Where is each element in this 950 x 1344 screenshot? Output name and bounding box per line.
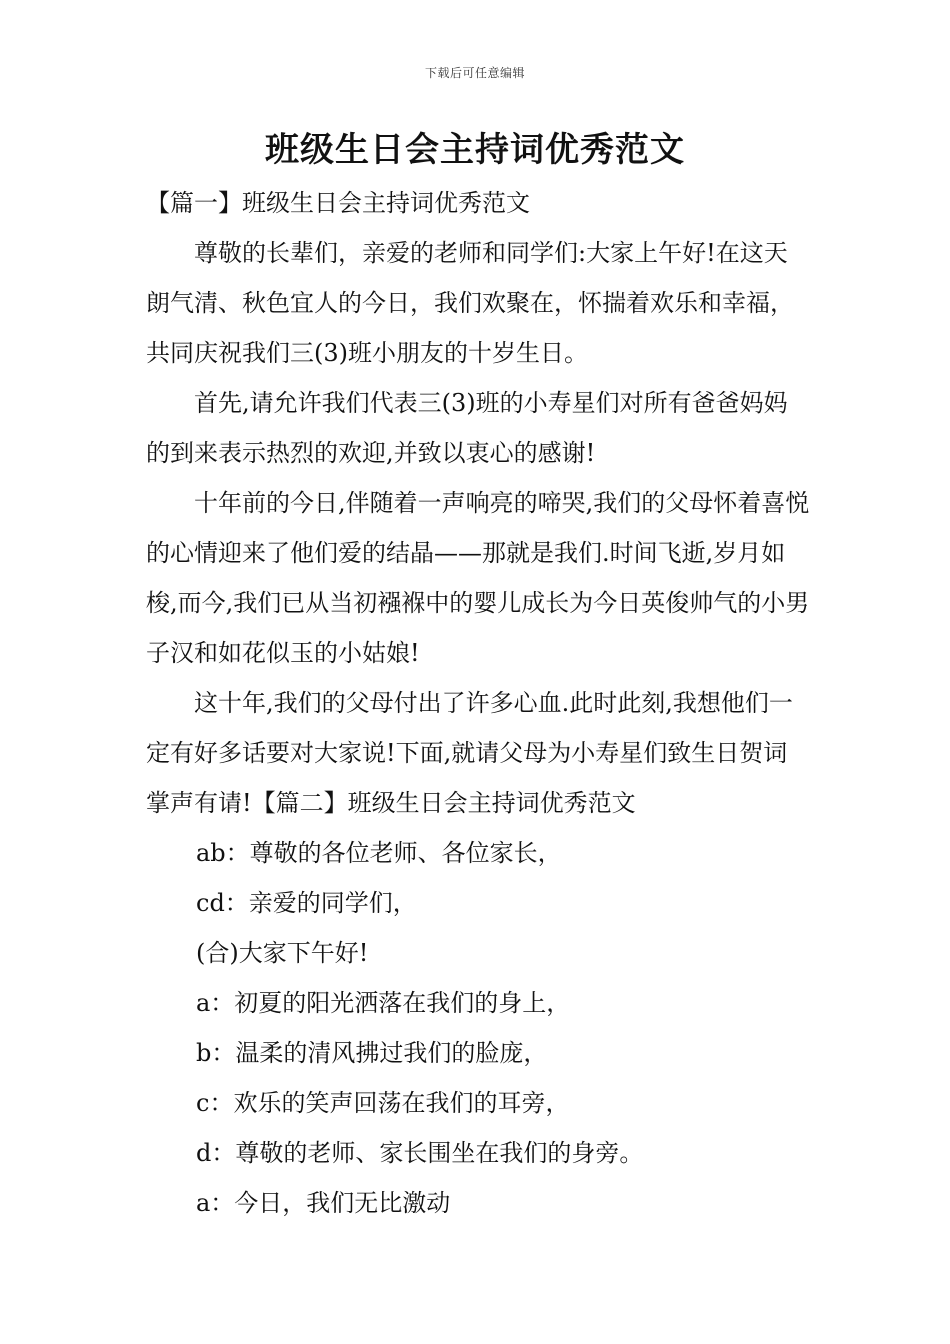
paragraph: 尊敬的长辈们，亲爱的老师和同学们:大家上午好!在这天朗气清、秋色宜人的今日，我们欢聚在，怀揣着欢乐和幸福，共同庆祝我们三(3)班小朋友的十岁生日。 (146, 239, 794, 367)
dialogue-line: a：初夏的阳光洒落在我们的身上， (196, 989, 571, 1017)
paragraph: 首先,请允许我们代表三(3)班的小寿星们对所有爸爸妈妈的到来表示热烈的欢迎,并致以衷心的感谢! (146, 389, 788, 467)
dialogue-line: cd：亲爱的同学们， (196, 889, 417, 917)
dialogue-line: b：温柔的清风拂过我们的脸庞， (196, 1039, 548, 1067)
paragraph: 十年前的今日,伴随着一声响亮的啼哭,我们的父母怀着喜悦的心情迎来了他们爱的结晶——那就是我们.时间飞逝,岁月如梭,而今,我们已从当初襁褓中的婴儿成长为今日英俊帅气的小男子汉和如花似玉的小姑娘! (146, 489, 810, 667)
dialogue-line: ab：尊敬的各位老师、各位家长， (196, 839, 562, 867)
dialogue-line: a：今日，我们无比激动 (196, 1189, 451, 1217)
header-note: 下载后可任意编辑 (424, 66, 525, 80)
document-body (146, 178, 810, 1228)
section-heading: 【篇一】班级生日会主持词优秀范文 (146, 189, 530, 217)
paragraph: 这十年,我们的父母付出了许多心血.此时此刻,我想他们一定有好多话要对大家说!下面,就请父母为小寿星们致生日贺词掌声有请!【篇二】班级生日会主持词优秀范文 (146, 689, 793, 817)
dialogue-line: d：尊敬的老师、家长围坐在我们的身旁。 (196, 1139, 644, 1167)
page-title: 班级生日会主持词优秀范文 (265, 130, 685, 170)
dialogue-line: (合)大家下午好! (196, 939, 369, 967)
dialogue-line: c：欢乐的笑声回荡在我们的耳旁， (196, 1089, 570, 1117)
